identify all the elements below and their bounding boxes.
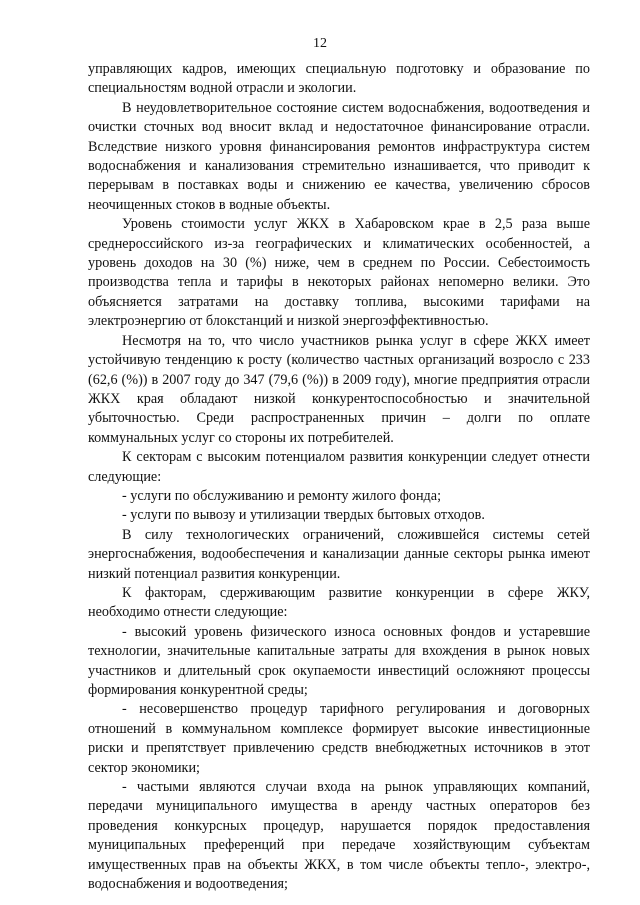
list-item-market-entry: - частыми являются случаи входа на рынок управляющих компаний, передачи муниципального имущества в аренду частных операторов без проведения конкурсных процедур, нарушается порядок предоставления муниципальных преференций при передаче хозяйствующим субъектам имущественных прав на объекты ЖКХ, в том числе объекты тепло-, электро-, водоснабжения и водоотведения; (88, 779, 590, 893)
paragraph-market-participants: Несмотря на то, что число участников рынка услуг в сфере ЖКХ имеет устойчивую тенденцию к росту (количество частных организаций возросло с 233 (62,6 (%)) в 2007 году до 347 (79,6 (%)) в 2009 году), многие предприятия отрасли ЖКХ края обладают низкой конкурентоспособностью и значительной убыточностью. Среди распространенных причин – долги по оплате коммунальных услуг со стороны их потребителей. (88, 332, 590, 446)
paragraph-constraining-factors: К факторам, сдерживающим развитие конкуренции в сфере ЖКУ, необходимо отнести следующие: (88, 584, 590, 621)
list-item-housing-maintenance: - услуги по обслуживанию и ремонту жилого фонда; (122, 487, 442, 504)
paragraph-continuation: управляющих кадров, имеющих специальную подготовку и образование по специальностям водной отрасли и экологии. (88, 61, 590, 97)
document-body (88, 60, 590, 894)
paragraph-water-systems: В неудовлетворительное состояние систем водоснабжения, водоотведения и очистки сточных вод вносит вклад и недостаточное финансирование отрасли. Вследствие низкого уровня финансирования ремонтов инфраструктура систем водоснабжения и канализования стремительно изнашивается, что приводит к перерывам в поставках воды и снижению ее качества, увеличению сбросов неочищенных стоков в водные объекты. (88, 99, 590, 213)
paragraph-high-potential-sectors: К секторам с высоким потенциалом развития конкуренции следует отнести следующие: (88, 449, 590, 485)
list-item-waste-disposal: - услуги по вывозу и утилизации твердых бытовых отходов. (122, 507, 485, 524)
page-number: 12 (313, 36, 327, 51)
list-item-asset-wear: - высокий уровень физического износа основных фондов и устаревшие технологии, значительные капитальные затраты для вхождения в рынок новых участников и длительный срок окупаемости инвестиций осложняют процессы формирования конкурентной среды; (88, 623, 590, 698)
paragraph-service-costs: Уровень стоимости услуг ЖКХ в Хабаровском крае в 2,5 раза выше среднероссийского из-за географических и климатических особенностей, а уровень доходов на 30 (%) ниже, чем в среднем по России. Себестоимость производства тепла и тарифы в некоторых районах непомерно велики. Это объясняется затратами на доставку топлива, высокими тарифами на электроэнергию от блокстанций и низкой энергоэффективностью. (88, 216, 590, 330)
paragraph-low-potential-sectors: В силу технологических ограничений, сложившейся системы сетей энергоснабжения, водообеспечения и канализации данные секторы рынка имеют низкий потенциал развития конкуренции. (88, 526, 590, 582)
list-item-tariff-regulation: - несовершенство процедур тарифного регулирования и договорных отношений в коммунальном комплексе формирует высокие инвестиционные риски и препятствует привлечению средств внебюджетных источников в этот сектор экономики; (88, 701, 590, 776)
